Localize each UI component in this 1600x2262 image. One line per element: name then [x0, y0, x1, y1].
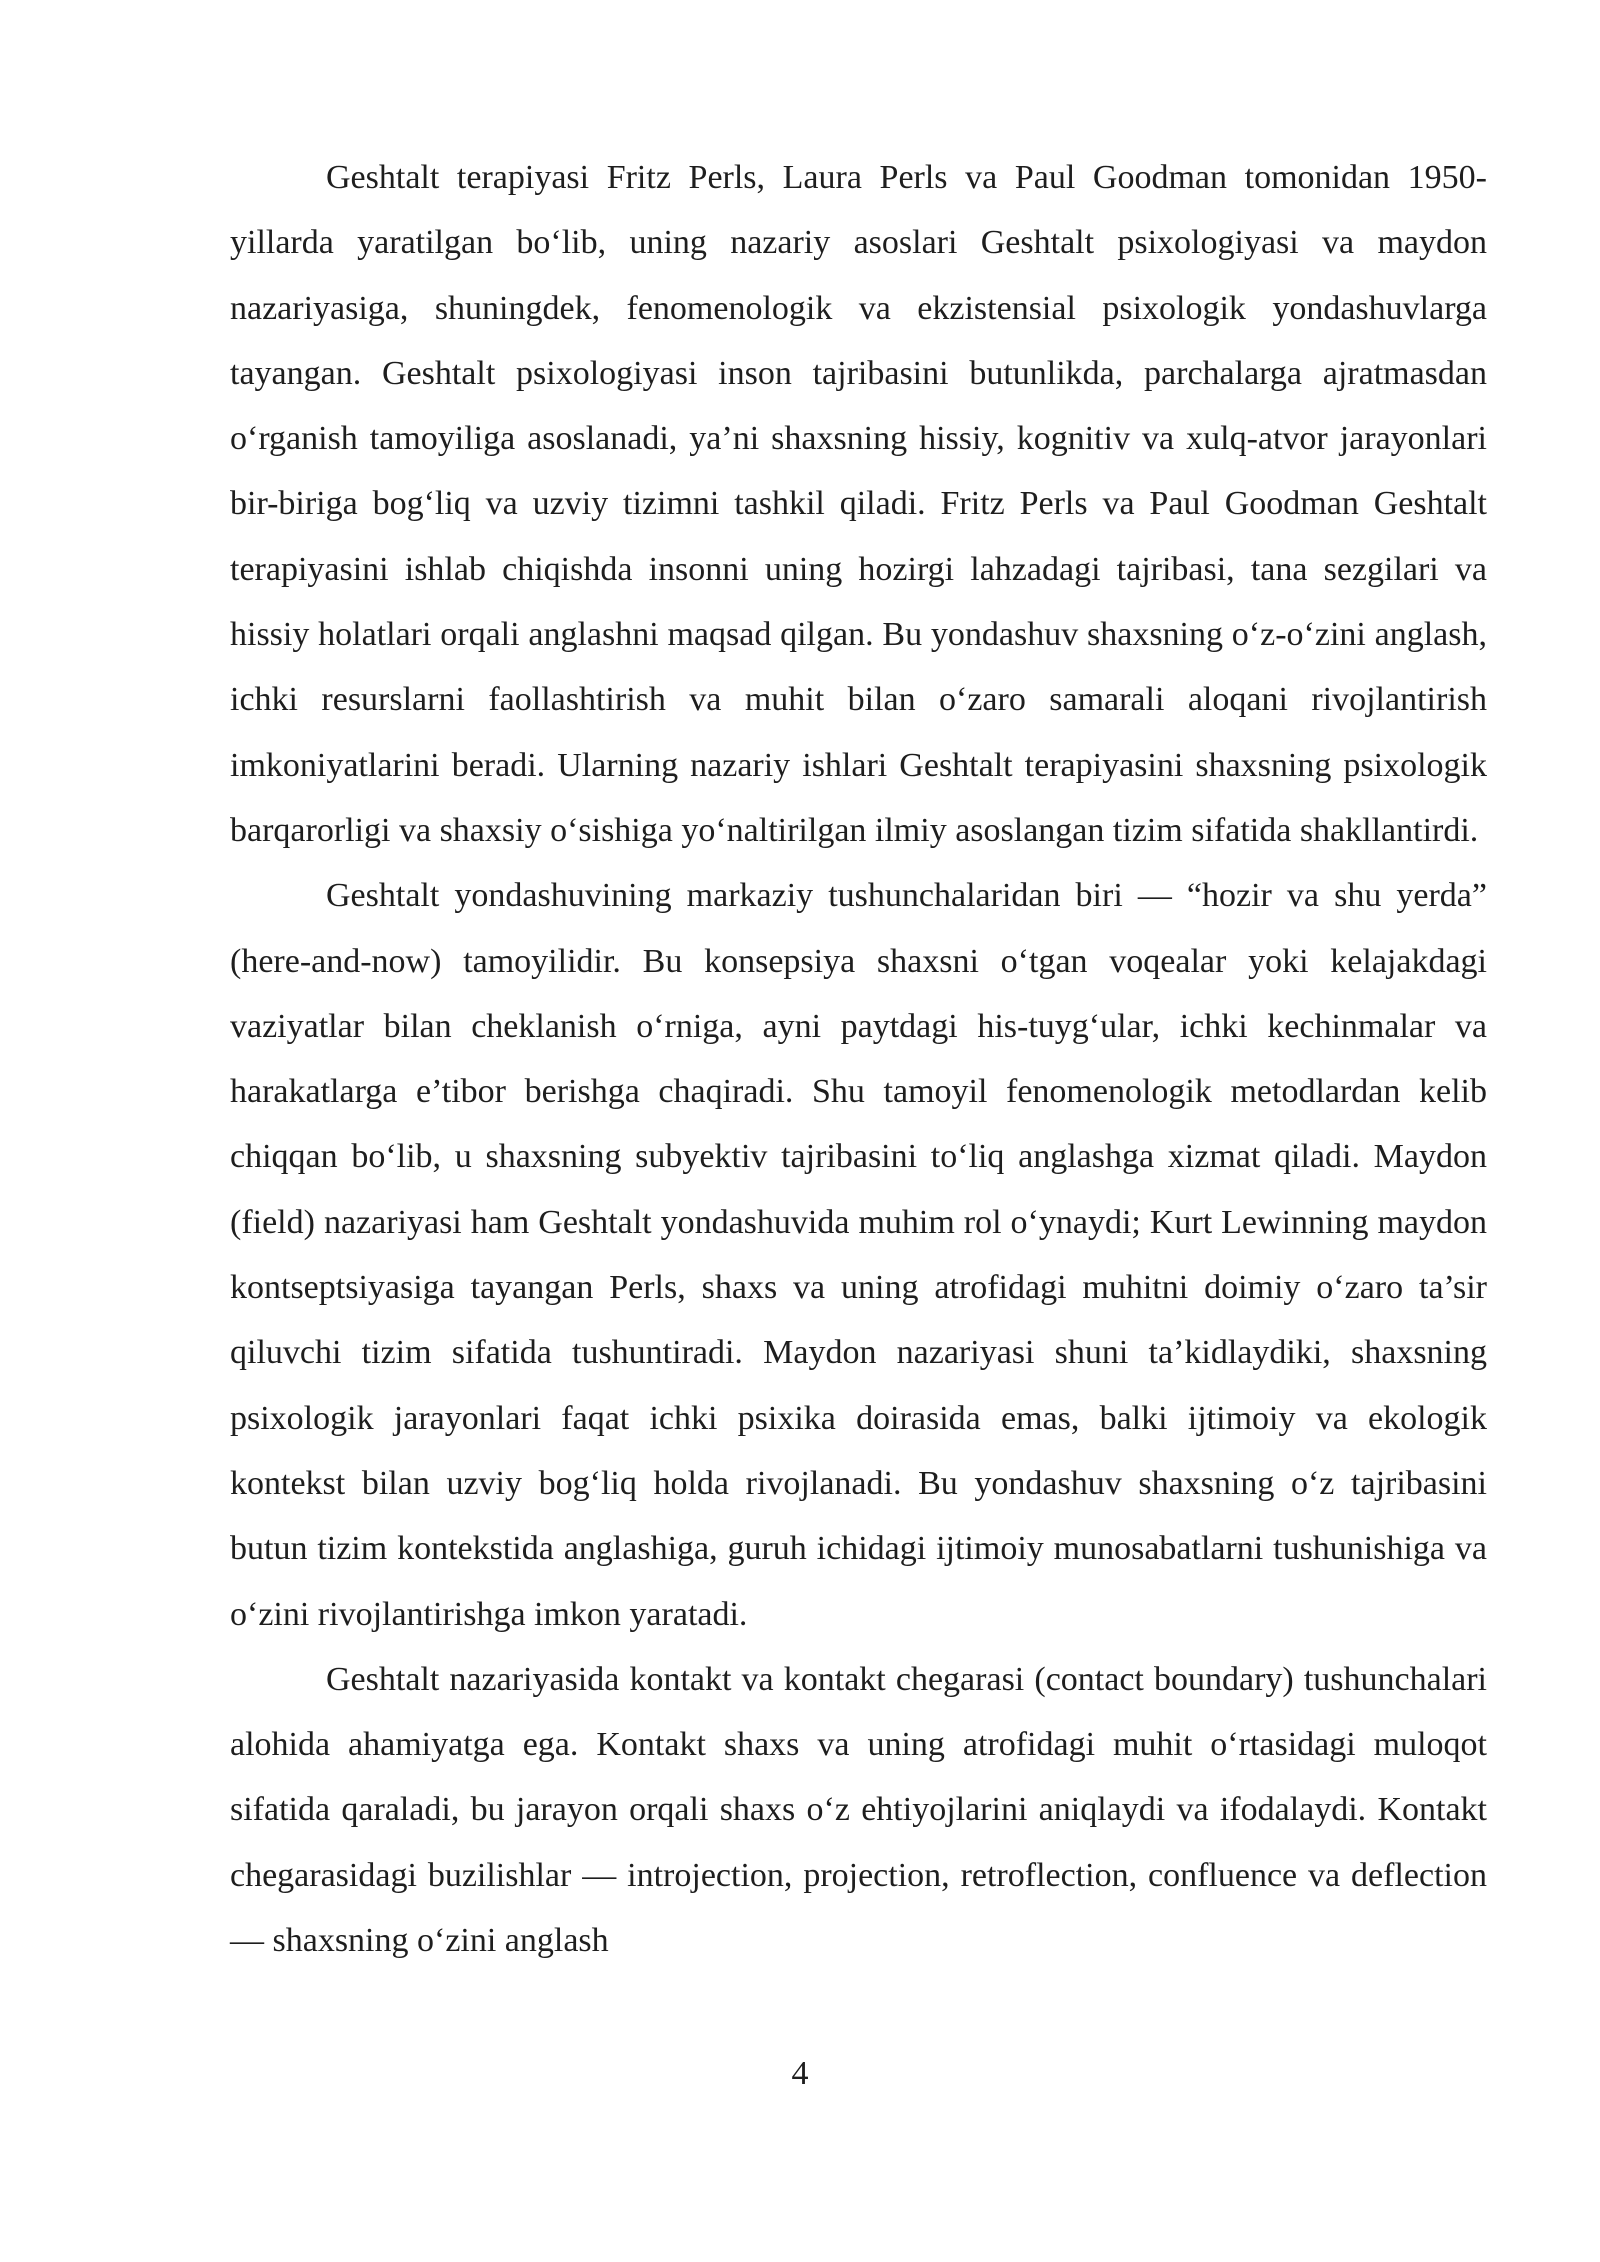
paragraph-1: Geshtalt terapiyasi Fritz Perls, Laura Perls va Paul Goodman tomonidan 1950-yillarda yaratilgan bo‘lib, uning nazariy asoslari Geshtalt psixologiyasi va maydon nazariyasiga, shuningdek, fenomenologik va ekzistensial psixologik yondashuvlarga tayangan. Geshtalt psixologiyasi inson tajribasini butunlikda, parchalarga ajratmasdan o‘rganish tamoyiliga asoslanadi, ya’ni shaxsning hissiy, kognitiv va xulq-atvor jarayonlari bir-biriga bog‘liq va uzviy tizimni tashkil qiladi. Fritz Perls va Paul Goodman Geshtalt terapiyasini ishlab chiqishda insonni uning hozirgi lahzadagi tajribasi, tana sezgilari va hissiy holatlari orqali anglashni maqsad qilgan. Bu yondashuv shaxsning o‘z-o‘zini anglash, ichki resurslarni faollashtirish va muhit bilan o‘zaro samarali aloqani rivojlantirish imkoniyatlarini beradi. Ularning nazariy ishlari Geshtalt terapiyasini shaxsning psixologik barqarorligi va shaxsiy o‘sishiga yo‘naltirilgan ilmiy asoslangan tizim sifatida shakllantirdi. — [230, 159, 1487, 849]
paragraph-3: Geshtalt nazariyasida kontakt va kontakt chegarasi (contact boundary) tushunchalari alohida ahamiyatga ega. Kontakt shaxs va uning atrofidagi muhit o‘rtasidagi muloqot sifatida qaraladi, bu jarayon orqali shaxs o‘z ehtiyojlarini aniqlaydi va ifodalaydi. Kontakt chegarasidagi buzilishlar — introjection, projection, retroflection, confluence va deflection — shaxsning o‘zini anglash — [230, 1660, 1487, 1960]
page-number: 4 — [791, 2055, 809, 2092]
paragraph-2: Geshtalt yondashuvining markaziy tushunchalaridan biri — “hozir va shu yerda” (here-and-now) tamoyilidir. Bu konsepsiya shaxsni o‘tgan voqealar yoki kelajakdagi vaziyatlar bilan cheklanish o‘rniga, ayni paytdagi his-tuyg‘ular, ichki kechinmalar va harakatlarga e’tibor berishga chaqiradi. Shu tamoyil fenomenologik metodlardan kelib chiqqan bo‘lib, u shaxsning subyektiv tajribasini to‘liq anglashga xizmat qiladi. Maydon (field) nazariyasi ham Geshtalt yondashuvida muhim rol o‘ynaydi; Kurt Lewinning maydon kontseptsiyasiga tayangan Perls, shaxs va uning atrofidagi muhitni doimiy o‘zaro ta’sir qiluvchi tizim sifatida tushuntiradi. Maydon nazariyasi shuni ta’kidlaydiki, shaxsning psixologik jarayonlari faqat ichki psixika doirasida emas, balki ijtimoiy va ekologik kontekst bilan uzviy bog‘liq holda rivojlanadi. Bu yondashuv shaxsning o‘z tajribasini butun tizim kontekstida anglashiga, guruh ichidagi ijtimoiy munosabatlarni tushunishiga va o‘zini rivojlantirishga imkon yaratadi. — [230, 877, 1487, 1633]
body-text — [230, 145, 1487, 1973]
